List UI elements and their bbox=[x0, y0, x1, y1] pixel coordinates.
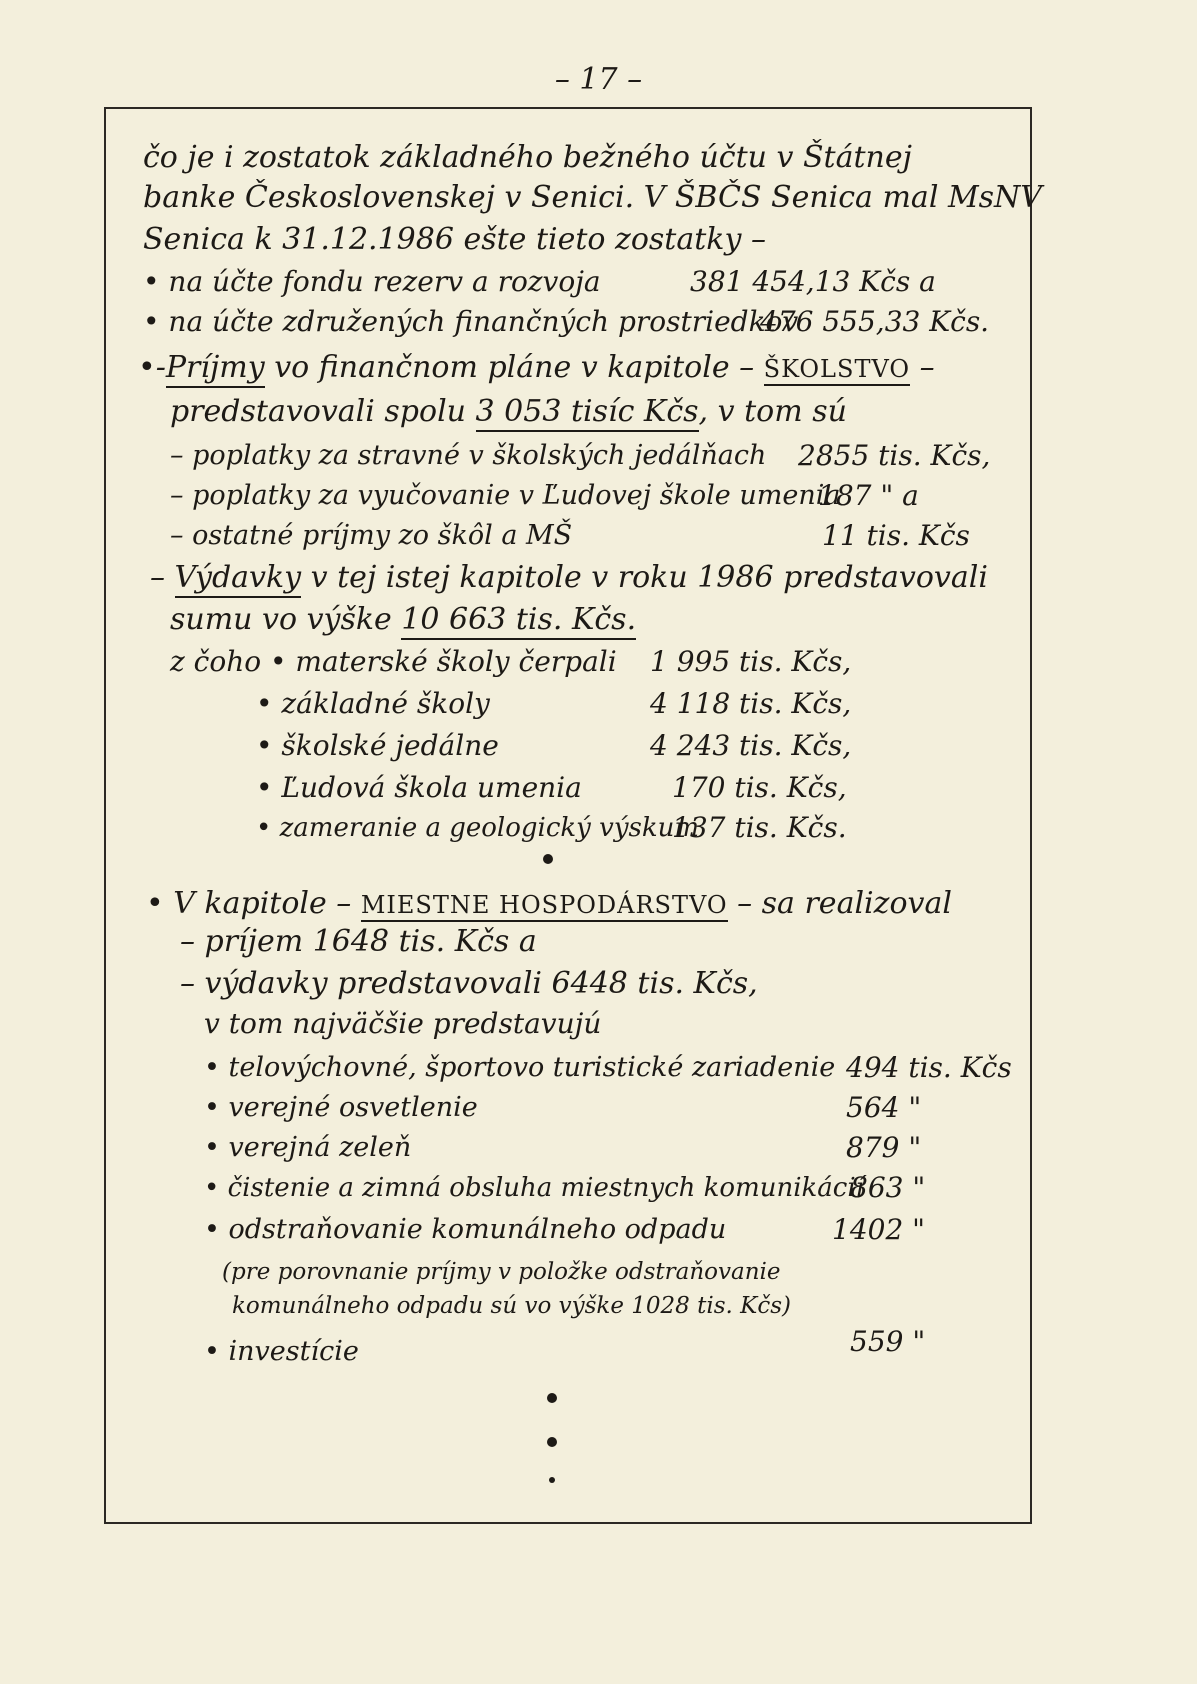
list-item: – poplatky za vyučovanie v Ľudovej škole umenia bbox=[170, 480, 841, 511]
separator-dot bbox=[549, 1477, 555, 1483]
intro-line-3: Senica k 31.12.1986 ešte tieto zostatky – bbox=[143, 222, 766, 257]
expense-heading: Výdavky bbox=[175, 560, 302, 598]
page-number: – 17 – bbox=[554, 62, 643, 97]
local-income-line: – príjem 1648 tis. Kčs a bbox=[180, 924, 537, 959]
comparison-note-1: (pre porovnanie príjmy v položke odstraňovanie bbox=[222, 1259, 781, 1285]
list-item-amount: 11 tis. Kčs bbox=[822, 519, 970, 552]
expense-text: v tej istej kapitole v roku 1986 predstavovali bbox=[301, 560, 988, 595]
separator-dot bbox=[547, 1393, 557, 1403]
list-item-amount: 494 tis. Kčs bbox=[846, 1051, 1012, 1084]
list-item-amount: 4 243 tis. Kčs, bbox=[650, 729, 852, 762]
local-expense-subline: v tom najväčšie predstavujú bbox=[204, 1007, 602, 1040]
list-item-amount: 559 " bbox=[850, 1325, 926, 1358]
chapter-miestne-hospodarstvo: MIESTNE HOSPODÁRSTVO bbox=[361, 891, 728, 922]
separator-dot bbox=[547, 1437, 557, 1447]
list-item-amount: 879 " bbox=[846, 1131, 922, 1164]
list-item: • verejná zeleň bbox=[204, 1132, 412, 1163]
list-item: • základné školy bbox=[256, 687, 490, 720]
list-item: • odstraňovanie komunálneho odpadu bbox=[204, 1214, 727, 1245]
intro-line-2: banke Československej v Senici. V ŠBČS Senica mal MsNV bbox=[143, 180, 1042, 215]
list-item: • telovýchovné, športovo turistické zariadenie bbox=[204, 1052, 836, 1083]
income-total-suffix: , v tom sú bbox=[698, 394, 847, 429]
chapter-skolstvo: ŠKOLSTVO bbox=[764, 355, 910, 386]
list-item-amount: 1 995 tis. Kčs, bbox=[650, 645, 852, 678]
list-item-amount: 137 tis. Kčs. bbox=[672, 811, 847, 844]
list-item: • investície bbox=[204, 1336, 359, 1367]
list-item: • zameranie a geologický výskum bbox=[256, 813, 700, 843]
reserve-fund-label: • na účte fondu rezerv a rozvoja bbox=[143, 265, 601, 298]
list-item-amount: 187 " a bbox=[818, 479, 919, 512]
reserve-fund-amount: 381 454,13 Kčs a bbox=[690, 265, 936, 298]
separator-dot bbox=[543, 854, 553, 864]
expense-total-prefix: sumu vo výške bbox=[170, 602, 402, 637]
list-item-amount: 1402 " bbox=[832, 1213, 926, 1246]
local-expense-line: – výdavky predstavovali 6448 tis. Kčs, bbox=[180, 966, 758, 1001]
income-total-prefix: predstavovali spolu bbox=[170, 394, 476, 429]
intro-line-1: čo je i zostatok základného bežného účtu v Štátnej bbox=[143, 140, 912, 175]
school-expense-total-line bbox=[170, 602, 636, 638]
income-text: vo finančnom pláne v kapitole – bbox=[264, 350, 764, 385]
local-economy-suffix: – sa realizoval bbox=[727, 886, 952, 921]
list-item: • školské jedálne bbox=[256, 729, 499, 762]
school-income-line bbox=[138, 350, 935, 387]
income-suffix: – bbox=[910, 350, 935, 385]
list-item-amount: 863 " bbox=[850, 1171, 926, 1204]
list-item: – poplatky za stravné v školských jedálňach bbox=[170, 440, 767, 471]
local-economy-prefix: • V kapitole – bbox=[146, 886, 361, 921]
income-heading: Príjmy bbox=[166, 350, 265, 388]
local-economy-line bbox=[146, 886, 952, 923]
school-income-total-line bbox=[170, 394, 847, 430]
income-total: 3 053 tisíc Kčs bbox=[476, 394, 699, 432]
list-item-amount: 2855 tis. Kčs, bbox=[798, 439, 991, 472]
list-item: • verejné osvetlenie bbox=[204, 1092, 478, 1123]
list-item: – ostatné príjmy zo škôl a MŠ bbox=[170, 520, 573, 551]
school-expense-line bbox=[150, 560, 988, 596]
joint-funds-label: • na účte združených finančných prostriedkov bbox=[143, 305, 799, 338]
list-item: z čoho • materské školy čerpali bbox=[170, 645, 617, 678]
joint-funds-amount: 476 555,33 Kčs. bbox=[760, 305, 990, 338]
list-item-amount: 170 tis. Kčs, bbox=[672, 771, 847, 804]
expense-prefix: – bbox=[150, 560, 175, 595]
list-item: • čistenie a zimná obsluha miestnych komunikácií bbox=[204, 1173, 864, 1203]
list-item-amount: 564 " bbox=[846, 1091, 922, 1124]
comparison-note-2: komunálneho odpadu sú vo výške 1028 tis. Kčs) bbox=[232, 1293, 791, 1319]
list-item-amount: 4 118 tis. Kčs, bbox=[650, 687, 852, 720]
list-item: • Ľudová škola umenia bbox=[256, 771, 582, 804]
expense-total: 10 663 tis. Kčs. bbox=[401, 602, 636, 640]
bullet-prefix: •- bbox=[138, 350, 166, 385]
